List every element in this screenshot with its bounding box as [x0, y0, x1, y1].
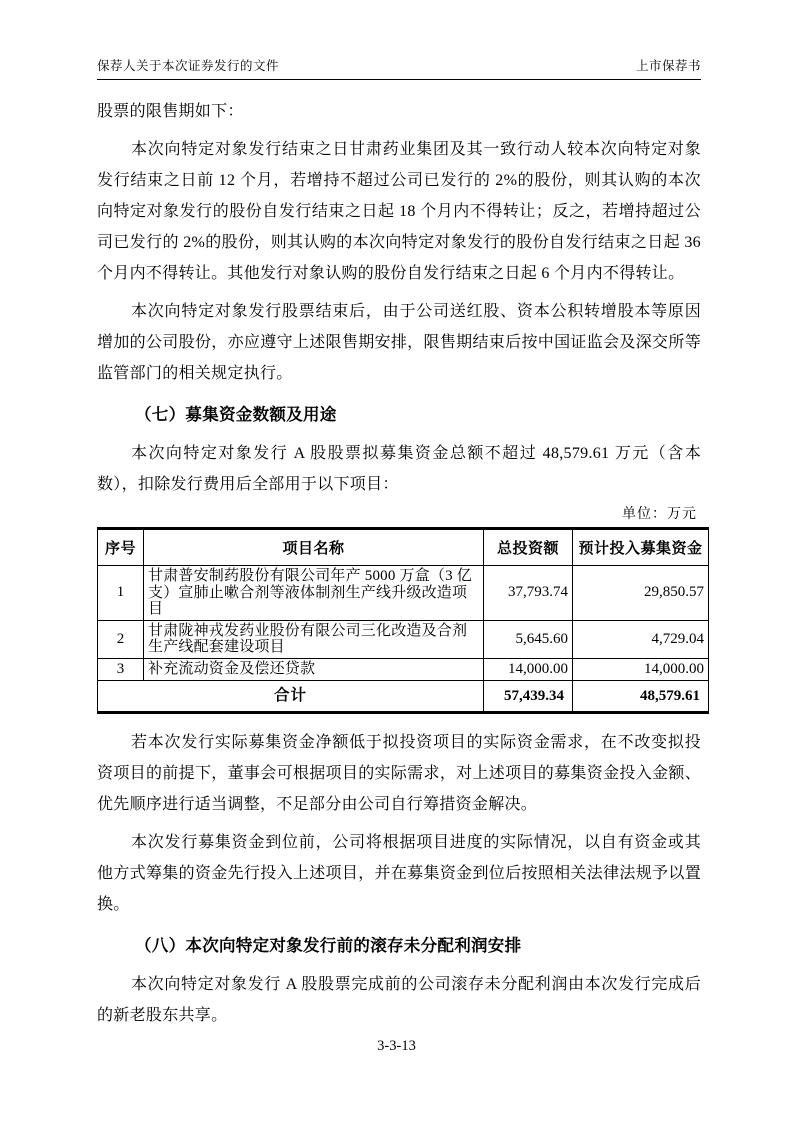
table-unit-label: 单位：万元	[622, 507, 697, 522]
cell-total-investment: 14,000.00	[484, 658, 573, 680]
cell-project-name: 补充流动资金及偿还贷款	[144, 658, 484, 680]
cell-raised-funds-sum: 48,579.61	[573, 680, 709, 712]
table-row	[98, 620, 709, 658]
cell-index: 1	[98, 566, 144, 621]
paragraph-advance-funding: 本次发行募集资金到位前，公司将根据项目进度的实际情况，以自有资金或其他方式筹集的资金先行投入上述项目，并在募集资金到位后按照相关法律法规予以置换。	[97, 833, 701, 913]
column-header-total-investment: 总投资额	[484, 529, 573, 566]
cell-total-investment-sum: 57,439.34	[484, 680, 573, 712]
cell-index: 3	[98, 658, 144, 680]
page-number: 3-3-13	[377, 1038, 416, 1054]
section-heading-seven: （七）募集资金数额及用途	[135, 406, 337, 424]
header-right-title: 上市保荐书	[635, 59, 701, 73]
cell-index: 2	[98, 620, 144, 658]
table-row	[98, 658, 709, 680]
cell-raised-funds: 29,850.57	[573, 566, 709, 621]
paragraph-lockup-terms: 本次向特定对象发行结束之日甘肃药业集团及其一致行动人较本次向特定对象发行结束之日前 12 个月，若增持不超过公司已发行的 2%的股份，则其认购的本次向特定对象发行的股份自发行结束之日起 18 个月内不得转让；反之，若增持超过公司已发行的 2%的股份，则其认购的本次向特定对象发行的股份自发行结束之日起 36 个月内不得转让。其他发行对象认购的股份自发行结束之日起 6 个月内不得转让。	[97, 141, 701, 282]
paragraph-retained-profit: 本次向特定对象发行 A 股股票完成前的公司滚存未分配利润由本次发行完成后的新老股东共享。	[97, 975, 701, 1024]
paragraph-shortfall: 若本次发行实际募集资金净额低于拟投资项目的实际资金需求，在不改变拟投资项目的前提下，董事会可根据项目的实际需求，对上述项目的募集资金投入金额、优先顺序进行适当调整，不足部分由公司自行筹措资金解决。	[97, 733, 701, 813]
table-header-row	[98, 529, 709, 566]
column-header-raised-funds: 预计投入募集资金	[573, 529, 709, 566]
column-header-index: 序号	[98, 529, 144, 566]
table-total-row	[98, 680, 709, 712]
header-left-title: 保荐人关于本次证券发行的文件	[97, 59, 280, 73]
cell-total-investment: 5,645.60	[484, 620, 573, 658]
cell-project-name: 甘肃普安制药股份有限公司年产 5000 万盒（3 亿支）宣肺止嗽合剂等液体制剂生产线升级改造项目	[144, 566, 484, 621]
section-heading-eight: （八）本次向特定对象发行前的滚存未分配利润安排	[135, 936, 522, 955]
fundraising-projects-table	[97, 527, 709, 714]
column-header-project: 项目名称	[144, 529, 484, 566]
cell-total-investment: 37,793.74	[484, 566, 573, 621]
paragraph-lockup-intro: 股票的限售期如下：	[97, 103, 244, 120]
paragraph-raise-amount: 本次向特定对象发行 A 股股票拟募集资金总额不超过 48,579.61 万元（含本数），扣除发行费用后全部用于以下项目：	[97, 445, 701, 493]
cell-raised-funds: 4,729.04	[573, 620, 709, 658]
cell-project-name: 甘肃陇神戎发药业股份有限公司三化改造及合剂生产线配套建设项目	[144, 620, 484, 658]
running-header	[97, 56, 701, 80]
table-row	[98, 566, 709, 621]
page-content	[97, 89, 704, 1031]
cell-raised-funds: 14,000.00	[573, 658, 709, 680]
cell-total-label: 合计	[98, 680, 484, 712]
paragraph-bonus-shares: 本次向特定对象发行股票结束后，由于公司送红股、资本公积转增股本等原因增加的公司股份，亦应遵守上述限售期安排，限售期结束后按中国证监会及深交所等监管部门的相关规定执行。	[97, 303, 701, 382]
